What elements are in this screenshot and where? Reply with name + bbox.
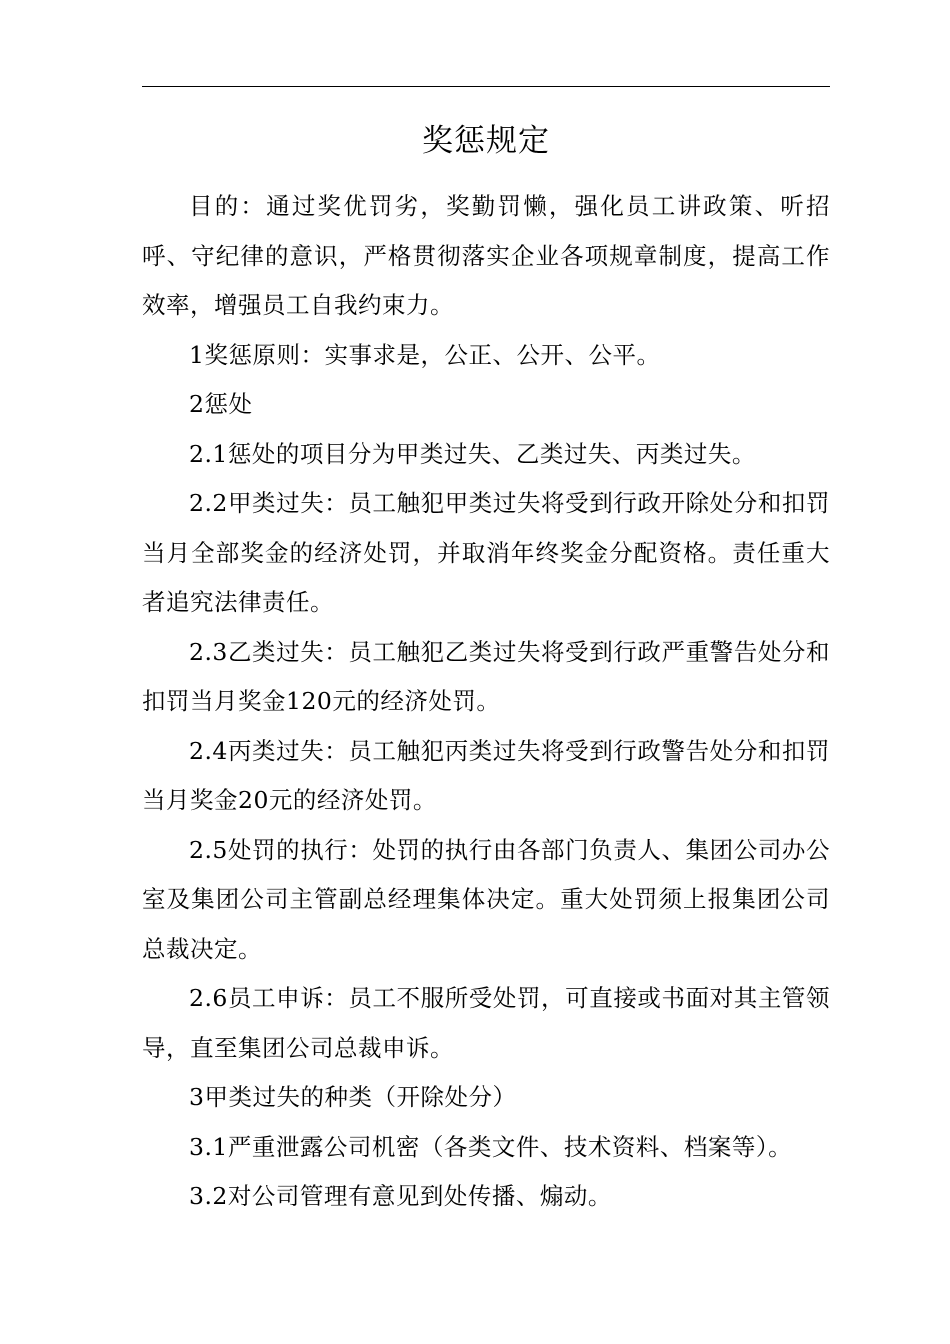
paragraph-2-6: 2.6员工申诉：员工不服所受处罚，可直接或书面对其主管领导，直至集团公司总裁申诉。 bbox=[142, 984, 830, 1062]
paragraph-3-1: 3.1严重泄露公司机密（各类文件、技术资料、档案等）。 bbox=[189, 1132, 793, 1161]
paragraph-2-5: 2.5处罚的执行：处罚的执行由各部门负责人、集团公司办公室及集团公司主管副总经理集体决定。重大处罚须上报集团公司总裁决定。 bbox=[142, 835, 830, 963]
section-heading-punishment: 2惩处 bbox=[189, 390, 253, 418]
paragraph-3-2: 3.2对公司管理有意见到处传播、煽动。 bbox=[189, 1182, 612, 1210]
paragraph-2-4: 2.4丙类过失：员工触犯丙类过失将受到行政警告处分和扣罚当月奖金20元的经济处罚。 bbox=[142, 736, 830, 814]
document-body bbox=[142, 182, 830, 1222]
header-rule bbox=[142, 86, 830, 87]
document-title: 奖惩规定 bbox=[422, 123, 550, 159]
paragraph-purpose: 目的：通过奖优罚劣，奖勤罚懒，强化员工讲政策、听招呼、守纪律的意识，严格贯彻落实企业各项规章制度，提高工作效率，增强员工自我约束力。 bbox=[142, 192, 830, 319]
paragraph-2-1: 2.1惩处的项目分为甲类过失、乙类过失、丙类过失。 bbox=[189, 439, 756, 468]
paragraph-2-2: 2.2甲类过失：员工触犯甲类过失将受到行政开除处分和扣罚当月全部奖金的经济处罚，并取消年终奖金分配资格。责任重大者追究法律责任。 bbox=[142, 489, 830, 616]
paragraph-principle: 1奖惩原则：实事求是，公正、公开、公平。 bbox=[189, 340, 661, 369]
paragraph-2-3: 2.3乙类过失：员工触犯乙类过失将受到行政严重警告处分和扣罚当月奖金120元的经济处罚。 bbox=[142, 637, 830, 715]
section-heading-class-a: 3甲类过失的种类（开除处分） bbox=[189, 1083, 517, 1111]
